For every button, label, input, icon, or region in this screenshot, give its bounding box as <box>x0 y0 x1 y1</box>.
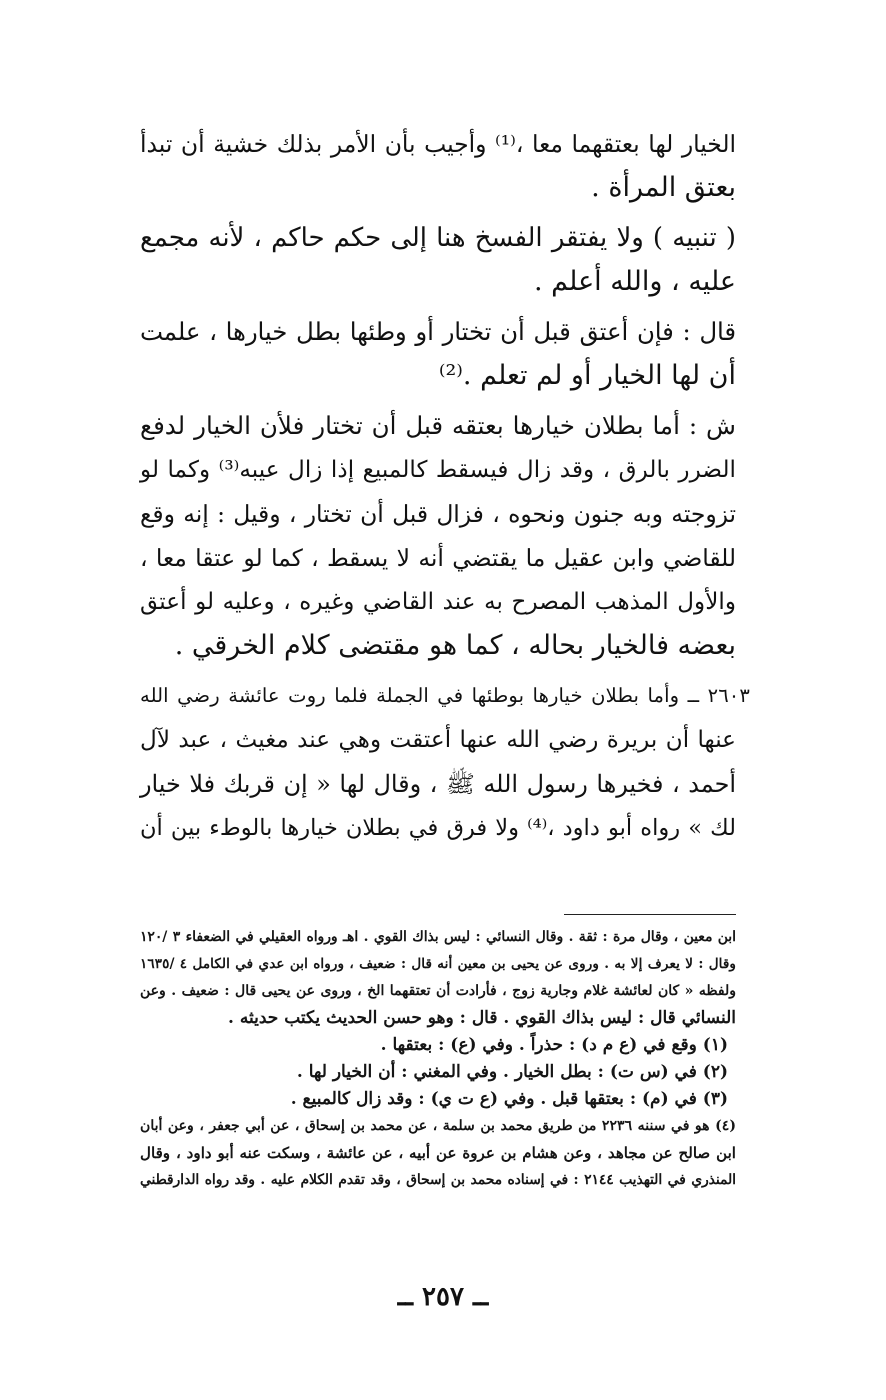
text-line: للقاضي وابن عقيل ما يقتضي أنه لا يسقط ، كما لو عتقا معا ، <box>140 544 736 572</box>
footnote-4: (٤) هو في سننه ٢٢٣٦ من طريق محمد بن سلمة ، عن محمد بن إسحاق ، عن أبي جعفر ، وعن أبان <box>140 1118 736 1134</box>
page-number: ــ ٢٥٧ ــ <box>397 1282 489 1312</box>
paragraph-1 <box>140 122 736 210</box>
text-line: ( تنبيه ) ولا يفتقر الفسخ هنا إلى حكم حاكم ، لأنه مجمع <box>140 223 736 253</box>
footnote-line: ولفظه « كان لعائشة غلام وجارية زوج ، فأرادت أن تعتقهما الخ ، وروى عن يحيى قال : ضعيف . وعن <box>140 983 736 999</box>
footnote-line: المنذري في التهذيب ٢١٤٤ : في إسناده محمد بن إسحاق ، وقد تقدم الكلام عليه . وقد رواه الدارقطني <box>140 1172 736 1188</box>
text-line: بعضه فالخيار بحاله ، كما هو مقتضى كلام الخرقي . <box>174 630 736 661</box>
footnote-divider <box>564 914 736 915</box>
text-line: والأول المذهب المصرح به عند القاضي وغيره ، وعليه لو أعتق <box>140 589 736 615</box>
text-line: عنها أن بريرة رضي الله عنها أعتقت وهي عند مغيث ، عبد لآل <box>140 727 736 753</box>
footnote-line: ابن صالح عن مجاهد ، وعن هشام بن عروة عن أبيه ، عن عائشة ، وسكت عنه أبو داود ، وقال <box>140 1144 736 1162</box>
text-line: لك » رواه أبو داود ،⁽⁴⁾ ولا فرق في بطلان خيارها بالوطء بين أن <box>140 815 736 841</box>
main-text <box>140 122 750 856</box>
footnote-line: ابن معين ، وقال مرة : ثقة . وقال النسائي : ليس بذاك القوي . اهـ ورواه العقيلي في الضعفاء ٣ /١٢٠ <box>140 929 736 945</box>
footnote-3: (٣) في (م) : بعتقها قبل . وفي (ع ت ي) : وقد زال كالمبيع . <box>290 1089 728 1109</box>
text-line: قال : فإن أعتق قبل أن تختار أو وطئها بطل خيارها ، علمت <box>140 317 736 346</box>
paragraph-tanbih <box>140 216 736 304</box>
text-line: بعتق المرأة . <box>591 172 736 203</box>
text-line: أن لها الخيار أو لم تعلم .⁽²⁾ <box>438 360 736 391</box>
paragraph-qala <box>140 310 736 398</box>
text-line: عليه ، والله أعلم . <box>534 266 736 297</box>
footnote-line: النسائي قال : ليس بذاك القوي . قال : وهو حسن الحديث يكتب حديثه . <box>228 1008 736 1028</box>
text-line: تزوجته وبه جنون ونحوه ، فزال قبل أن تختار ، وقيل : إنه وقع <box>140 500 736 528</box>
footnotes <box>140 924 736 1194</box>
text-line: الخيار لها بعتقهما معا ،⁽¹⁾ وأجيب بأن الأمر بذلك خشية أن تبدأ <box>140 130 736 158</box>
text-line: ٢٦٠٣ ــ وأما بطلان خيارها بوطئها في الجملة فلما روت عائشة رضي الله <box>140 684 750 707</box>
footnote-2: (٢) في (س ت) : بطل الخيار . وفي المغني : أن الخيار لها . <box>296 1062 728 1082</box>
footnote-line: وقال : لا يعرف إلا به . وروى عن يحيى بن معين أنه قال : ضعيف ، ورواه ابن عدي في الكامل ٤ /١٦٣٥ <box>140 956 736 972</box>
text-line: ش : أما بطلان خيارها بعتقه قبل أن تختار فلأن الخيار لدفع <box>140 411 736 440</box>
text-line: أحمد ، فخيرها رسول الله ﷺ ، وقال لها « إن قربك فلا خيار <box>140 770 736 798</box>
paragraph-hadith-2603 <box>140 674 750 850</box>
paragraph-sharh <box>140 404 736 668</box>
text-line: الضرر بالرق ، وقد زال فيسقط كالمبيع إذا زال عيبه⁽³⁾ وكما لو <box>140 456 737 483</box>
footnote-1: (١) وقع في (ع م د) : حذراً . وفي (ع) : بعتقها . <box>380 1035 728 1055</box>
